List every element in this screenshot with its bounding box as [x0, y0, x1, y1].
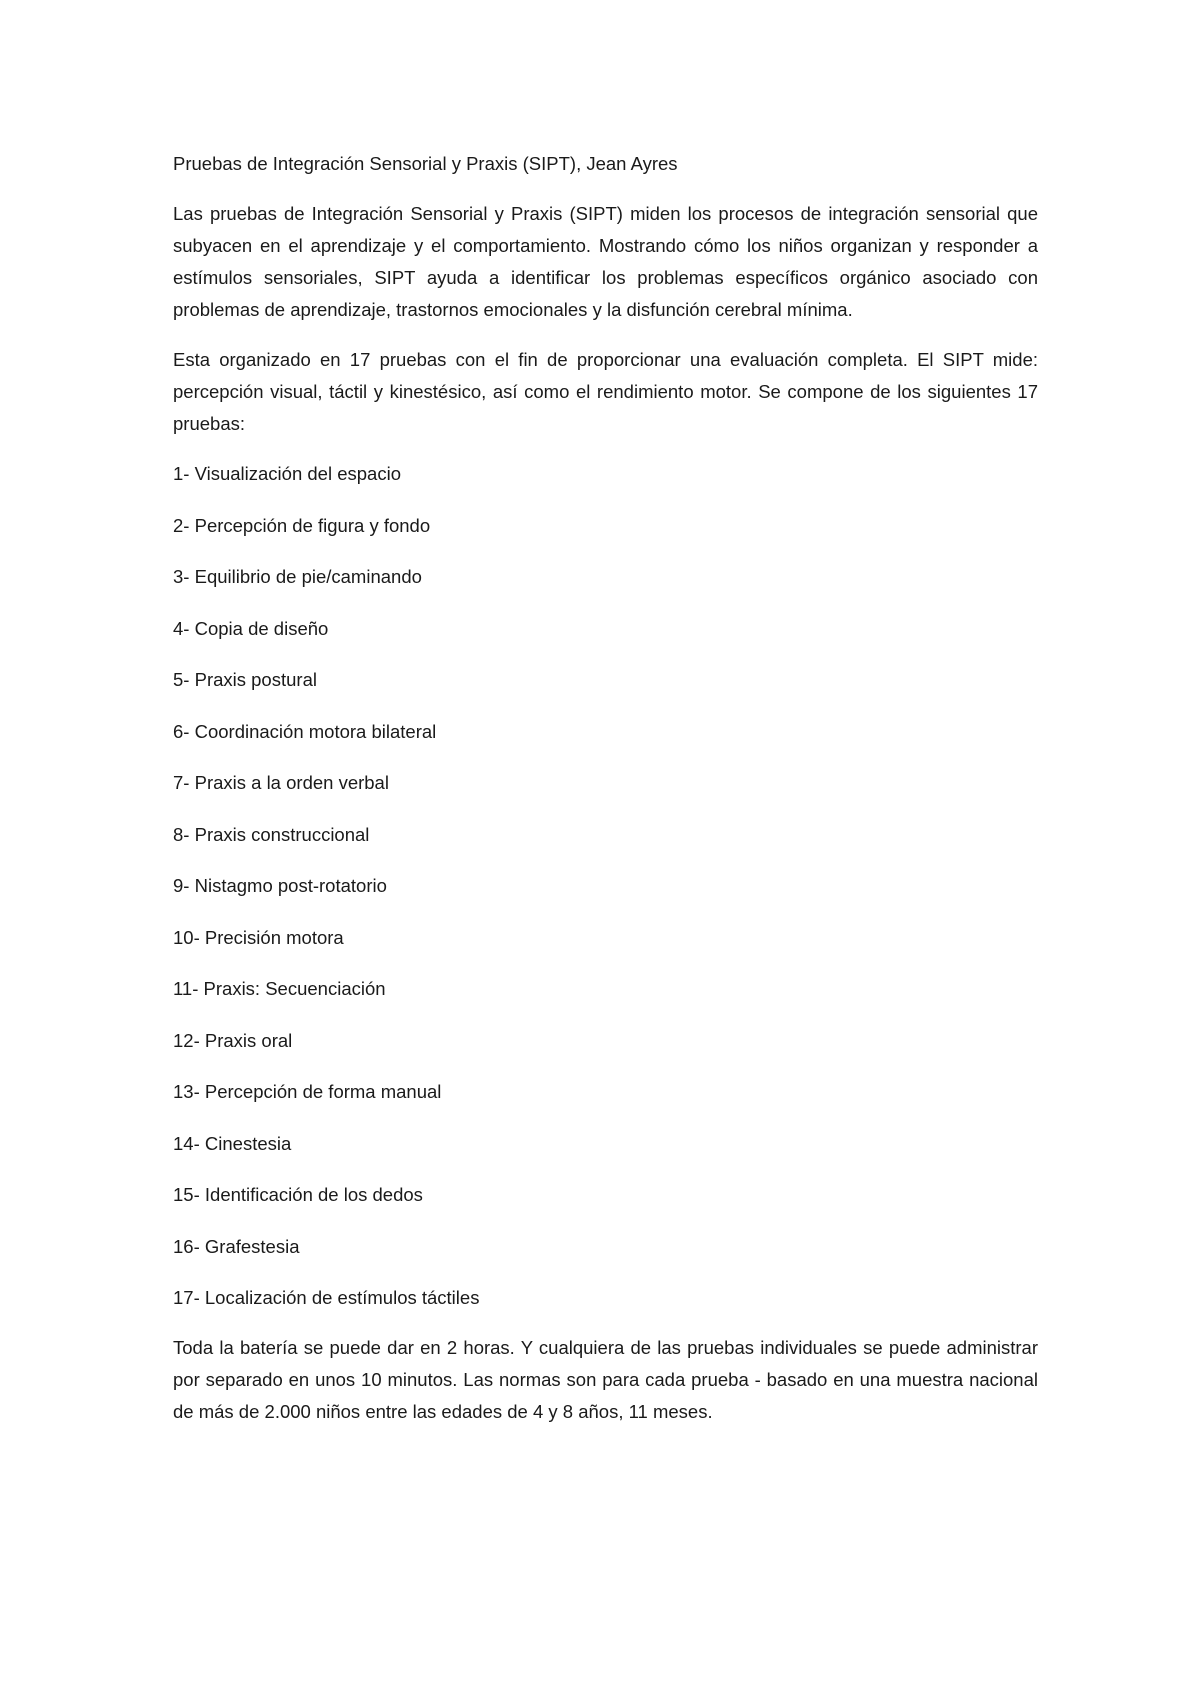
list-item-label: Localización de estímulos táctiles [204, 1287, 480, 1308]
list-item [173, 716, 1038, 748]
list-item-separator: - [183, 720, 195, 742]
list-item-number: 16 [173, 1235, 194, 1257]
list-item [173, 1231, 1038, 1263]
list-item-label: Identificación de los dedos [204, 1184, 423, 1205]
list-item [173, 1282, 1038, 1314]
list-item-label: Praxis postural [194, 669, 317, 690]
list-item-label: Praxis: Secuenciación [203, 978, 386, 999]
list-item-label: Precisión motora [204, 926, 344, 948]
list-item [173, 561, 1038, 593]
list-item-separator: - [192, 978, 204, 999]
list-item-separator: - [193, 1287, 205, 1308]
intro-paragraph-1: Las pruebas de Integración Sensorial y Praxis (SIPT) miden los procesos de integración sensorial que subyacen en el aprendizaje y el comportamiento. Mostrando cómo los niños organizan y responder a estímulos sensoriales, SIPT ayuda a identificar los problemas específicos orgánico asociado con problemas de aprendizaje, trastornos emocionales y la disfunción cerebral mínima. [173, 203, 1038, 320]
list-item-number: 6 [173, 720, 184, 742]
list-item [173, 1025, 1038, 1057]
list-item [173, 1076, 1038, 1108]
list-item-label: Praxis construccional [194, 823, 370, 845]
list-item-separator: - [193, 1029, 205, 1051]
list-item [173, 819, 1038, 851]
list-item-separator: - [183, 875, 195, 896]
document-title: Pruebas de Integración Sensorial y Praxis (SIPT), Jean Ayres [173, 153, 678, 174]
list-item-separator: - [193, 1132, 205, 1154]
list-item [173, 870, 1038, 902]
list-item-number: 10 [173, 926, 194, 948]
list-item-separator: - [193, 926, 205, 948]
list-item-number: 3 [173, 566, 184, 587]
list-item-label: Praxis a la orden verbal [194, 772, 389, 793]
list-item [173, 664, 1038, 696]
list-item-separator: - [193, 1081, 205, 1102]
list-item-label: Copia de diseño [194, 617, 329, 639]
list-item-separator: - [193, 1184, 205, 1205]
list-item [173, 973, 1038, 1005]
list-item-number: 12 [173, 1029, 194, 1051]
list-item-number: 5 [173, 669, 184, 690]
list-item-label: Nistagmo post-rotatorio [194, 875, 387, 896]
list-item-label: Percepción de forma manual [204, 1081, 442, 1102]
list-item-number: 13 [173, 1081, 194, 1102]
list-item-number: 14 [173, 1132, 194, 1154]
list-item [173, 922, 1038, 954]
tests-list [173, 458, 1038, 1314]
list-item-number: 7 [173, 772, 184, 793]
list-item [173, 1128, 1038, 1160]
list-item-label: Coordinación motora bilateral [194, 720, 437, 742]
intro-paragraph-2: Esta organizado en 17 pruebas con el fin de proporcionar una evaluación completa. El SIPT mide: percepción visual, táctil y kinestésico, así como el rendimiento motor. Se compone de los siguientes 17 pruebas: [173, 349, 1038, 434]
list-item-label: Percepción de figura y fondo [194, 514, 431, 536]
list-item-number: 4 [173, 617, 184, 639]
list-item-separator: - [183, 463, 195, 484]
list-item [173, 458, 1038, 490]
list-item [173, 613, 1038, 645]
list-item-separator: - [183, 617, 195, 639]
list-item-number: 11 [173, 978, 193, 999]
list-item-number: 9 [173, 875, 184, 896]
list-item [173, 767, 1038, 799]
list-item [173, 510, 1038, 542]
closing-paragraph: Toda la batería se puede dar en 2 horas. Y cualquiera de las pruebas individuales se puede administrar por separado en unos 10 minutos. Las normas son para cada prueba - basado en una muestra nacional de más de 2.000 niños entre las edades de 4 y 8 años, 11 meses. [173, 1337, 1038, 1422]
list-item-number: 15 [173, 1184, 194, 1205]
list-item-separator: - [183, 823, 195, 845]
list-item [173, 1179, 1038, 1211]
list-item-separator: - [183, 669, 195, 690]
list-item-number: 1 [173, 463, 184, 484]
list-item-separator: - [183, 772, 195, 793]
list-item-label: Equilibrio de pie/caminando [194, 566, 422, 587]
list-item-number: 17 [173, 1287, 194, 1308]
list-item-number: 2 [173, 514, 184, 536]
list-item-separator: - [193, 1235, 205, 1257]
list-item-separator: - [183, 566, 195, 587]
list-item-separator: - [183, 514, 195, 536]
list-item-label: Praxis oral [204, 1029, 293, 1051]
list-item-label: Grafestesia [204, 1235, 300, 1257]
list-item-number: 8 [173, 823, 184, 845]
list-item-label: Visualización del espacio [194, 463, 401, 484]
list-item-label: Cinestesia [204, 1132, 292, 1154]
